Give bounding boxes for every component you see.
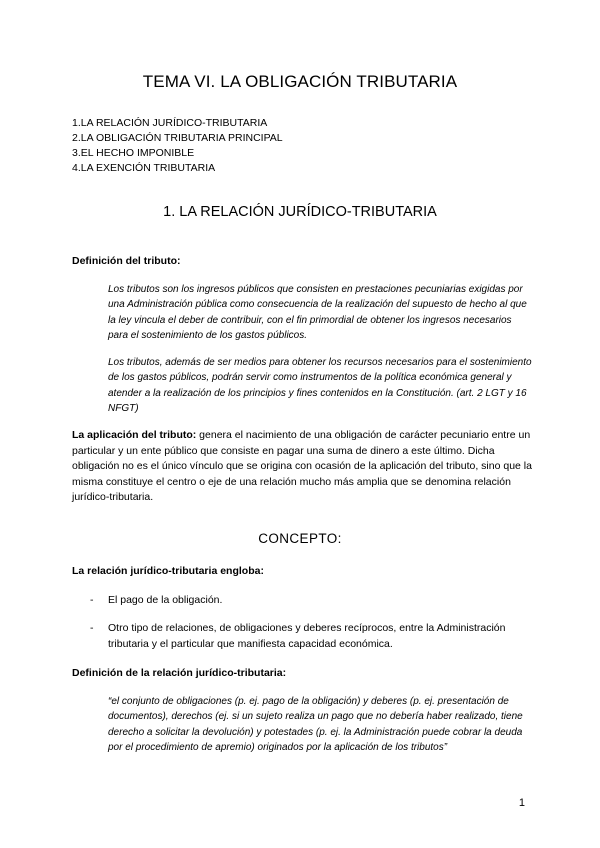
concepto-heading: CONCEPTO: [258, 531, 342, 546]
quote-tributo-definition: Los tributos son los ingresos públicos que consisten en prestaciones pecuniarias exigidas por una Administración pública como consecuencia de la realización del supuesto de hecho al que la ley vincula el deber de contribuir, con el fin primordial de obtener los ingresos necesarios para el sostenimiento de los gastos públicos. [108, 284, 527, 341]
quote-relacion-definition: “el conjunto de obligaciones (p. ej. pago de la obligación) y deberes (p. ej. presentación de documentos), derechos (ej. si un sujeto realiza un pago que no debería haber realizado, tiene derecho a solicitar la devolución) y potestades (p. ej. la Administración puede cobrar la deuda por el procedimiento de apremio) originados por la aplicación de los tributos” [108, 696, 523, 753]
bullet-dash: - [90, 594, 94, 606]
definicion-relacion-label: Definición de la relación jurídico-tributaria: [72, 667, 287, 679]
toc-item: 2.LA OBLIGACIÓN TRIBUTARIA PRINCIPAL [72, 132, 283, 144]
toc-item: 4.LA EXENCIÓN TRIBUTARIA [72, 162, 216, 174]
bullet-dash: - [90, 622, 94, 634]
engloba-label: La relación jurídico-tributaria engloba: [72, 565, 264, 577]
page-title: TEMA VI. LA OBLIGACIÓN TRIBUTARIA [142, 72, 458, 91]
aplicacion-paragraph [72, 428, 532, 506]
list-item-text: Otro tipo de relaciones, de obligaciones y deberes recíprocos, entre la Administración tributaria y el particular que manifiesta capacidad económica. [108, 622, 506, 650]
section-heading: 1. LA RELACIÓN JURÍDICO-TRIBUTARIA [163, 204, 437, 220]
definicion-tributo-label: Definición del tributo: [72, 255, 181, 267]
aplicacion-text: genera el nacimiento de una obligación de carácter pecuniario entre un particular y un ente público que consiste en pagar una suma de dinero a este último. Dicha obligación no es el único vínculo que se origina con ocasión de la aplicación del tributo, sino que la misma constituye el centro o eje de una relación mucho más amplia que se denomina relación jurídico-tributaria. [72, 429, 532, 503]
list-item-text: El pago de la obligación. [108, 594, 223, 606]
page-number: 1 [518, 797, 525, 809]
toc-item: 1.LA RELACIÓN JURÍDICO-TRIBUTARIA [72, 117, 268, 129]
quote-tributo-instrumentos: Los tributos, además de ser medios para obtener los recursos necesarios para el sostenimiento de los gastos públicos, podrán servir como instrumentos de la política económica general y atender a la realización de los principios y fines contenidos en la Constitución. (art. 2 LGT y 16 NFGT) [108, 357, 532, 414]
table-of-contents [72, 116, 283, 176]
toc-item: 3.EL HECHO IMPONIBLE [72, 147, 195, 159]
aplicacion-label: La aplicación del tributo: [72, 429, 197, 441]
